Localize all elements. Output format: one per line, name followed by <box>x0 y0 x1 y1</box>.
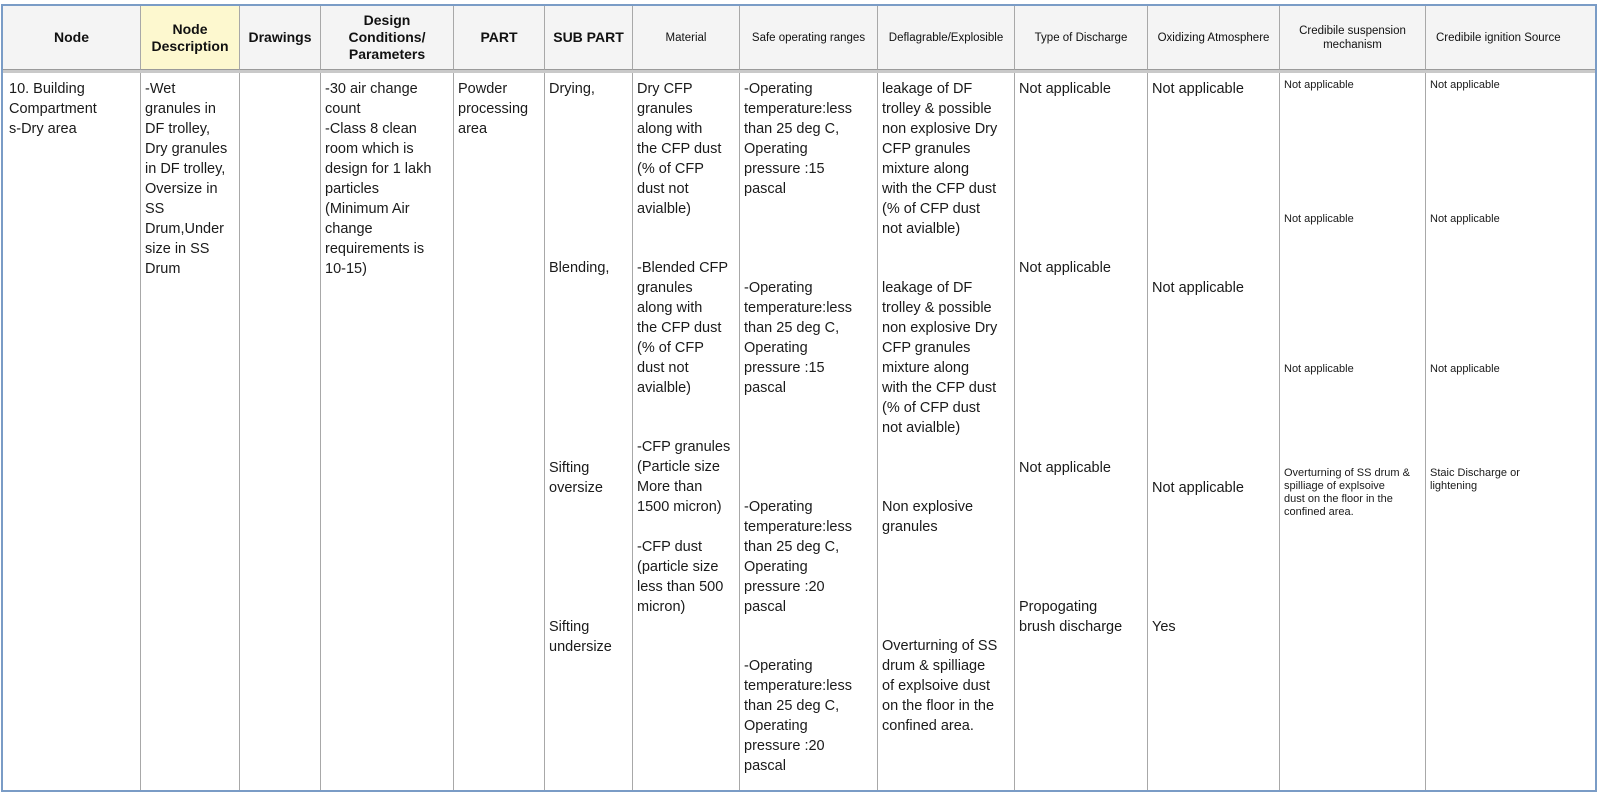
cell-oxidizing-sifting-undersize: Yes <box>1152 619 1176 635</box>
cell-ignition-4: Staic Discharge or lightening <box>1430 467 1520 492</box>
cell-safe-range-sifting-undersize: -Operating temperature:less than 25 deg C, Operating pressure :20 pascal <box>744 658 852 774</box>
header-safe-operating-ranges-label: Safe operating ranges <box>751 31 866 44</box>
cell-oxidizing-sifting-oversize: Not applicable <box>1152 480 1244 496</box>
header-sub-part <box>545 6 633 70</box>
cell-discharge-sifting-undersize: Propogating brush discharge <box>1019 599 1123 635</box>
cell-suspension-4: Overturning of SS drum & spilliage of explsoive dust on the floor in the confined area. <box>1284 467 1410 518</box>
cell-safe-range-drying: -Operating temperature:less than 25 deg C, Operating pressure :15 pascal <box>744 81 852 197</box>
cell-discharge-drying: Not applicable <box>1019 81 1111 97</box>
column-divider <box>1279 73 1280 790</box>
cell-deflagrable-blending: leakage of DF trolley & possible non explosive Dry CFP granules mixture along with the CFP dust (% of CFP dust not avialble) <box>882 280 998 436</box>
hazard-analysis-table <box>1 4 1597 792</box>
cell-sub-part-sifting-oversize: Sifting oversize <box>549 460 603 496</box>
column-divider <box>1147 73 1148 790</box>
cell-node: 10. Building Compartment s-Dry area <box>9 81 97 137</box>
cell-suspension-3: Not applicable <box>1284 363 1354 375</box>
cell-discharge-blending: Not applicable <box>1019 260 1111 276</box>
column-divider <box>140 73 141 790</box>
cell-safe-range-blending: -Operating temperature:less than 25 deg C, Operating pressure :15 pascal <box>744 280 852 396</box>
cell-material-dust: -CFP dust (particle size less than 500 micron) <box>637 539 724 615</box>
header-suspension-mechanism <box>1280 6 1426 70</box>
header-ignition-source <box>1426 6 1597 70</box>
column-divider <box>544 73 545 790</box>
header-node-description-label: Node Description <box>151 20 229 54</box>
column-divider <box>453 73 454 790</box>
cell-ignition-1: Not applicable <box>1430 79 1500 91</box>
cell-material-drying: Dry CFP granules along with the CFP dust (% of CFP dust not avialble) <box>637 81 722 217</box>
cell-suspension-1: Not applicable <box>1284 79 1354 91</box>
column-divider <box>1425 73 1426 790</box>
column-divider <box>632 73 633 790</box>
cell-material-blending: -Blended CFP granules along with the CFP dust (% of CFP dust not avialble) <box>637 260 729 396</box>
cell-ignition-2: Not applicable <box>1430 213 1500 225</box>
cell-oxidizing-blending: Not applicable <box>1152 280 1244 296</box>
header-deflagrable-label: Deflagrable/Explosible <box>888 31 1004 44</box>
column-divider <box>1014 73 1015 790</box>
header-oxidizing-atmosphere <box>1148 6 1280 70</box>
cell-sub-part-sifting-undersize: Sifting undersize <box>549 619 612 655</box>
header-design-conditions-label: Design Conditions/ Parameters <box>348 12 426 62</box>
header-part <box>454 6 545 70</box>
cell-material-granules: -CFP granules (Particle size More than 1500 micron) <box>637 439 731 515</box>
column-divider <box>739 73 740 790</box>
header-suspension-mechanism-label: Credibile suspension mechanism <box>1299 24 1406 51</box>
cell-deflagrable-sifting-oversize: Non explosive granules <box>882 499 974 535</box>
header-ignition-source-label: Credibile ignition Source <box>1436 31 1561 44</box>
cell-sub-part-drying: Drying, <box>549 81 595 97</box>
header-node-label: Node <box>54 29 89 45</box>
header-drawings-label: Drawings <box>248 29 312 45</box>
cell-deflagrable-drying: leakage of DF trolley & possible non explosive Dry CFP granules mixture along with the CFP dust (% of CFP dust not avialble) <box>882 81 998 237</box>
header-node-description <box>141 6 240 70</box>
column-divider <box>239 73 240 790</box>
header-deflagrable <box>878 6 1015 70</box>
cell-suspension-2: Not applicable <box>1284 213 1354 225</box>
header-type-of-discharge <box>1015 6 1148 70</box>
header-material-label: Material <box>665 31 707 44</box>
header-divider <box>3 70 1595 73</box>
header-node <box>3 6 141 70</box>
header-drawings <box>240 6 321 70</box>
cell-discharge-sifting-oversize: Not applicable <box>1019 460 1111 476</box>
cell-design-conditions: -30 air change count -Class 8 clean room which is design for 1 lakh particles (Minimum Air change requirements is 10-15) <box>325 81 432 277</box>
header-design-conditions <box>321 6 454 70</box>
cell-node-description: -Wet granules in DF trolley, Dry granules in DF trolley, Oversize in SS Drum,Under size in SS Drum <box>145 81 228 277</box>
header-type-of-discharge-label: Type of Discharge <box>1034 31 1128 44</box>
header-part-label: PART <box>480 29 518 45</box>
cell-ignition-3: Not applicable <box>1430 363 1500 375</box>
header-sub-part-label: SUB PART <box>553 29 624 45</box>
cell-part: Powder processing area <box>458 81 529 137</box>
header-safe-operating-ranges <box>740 6 878 70</box>
cell-oxidizing-drying: Not applicable <box>1152 81 1244 97</box>
cell-safe-range-sifting-oversize: -Operating temperature:less than 25 deg C, Operating pressure :20 pascal <box>744 499 852 615</box>
column-divider <box>877 73 878 790</box>
header-oxidizing-atmosphere-label: Oxidizing Atmosphere <box>1157 31 1270 44</box>
cell-deflagrable-sifting-undersize: Overturning of SS drum & spilliage of explsoive dust on the floor in the confined area. <box>882 638 998 734</box>
header-material <box>633 6 740 70</box>
cell-sub-part-blending: Blending, <box>549 260 610 276</box>
column-divider <box>320 73 321 790</box>
